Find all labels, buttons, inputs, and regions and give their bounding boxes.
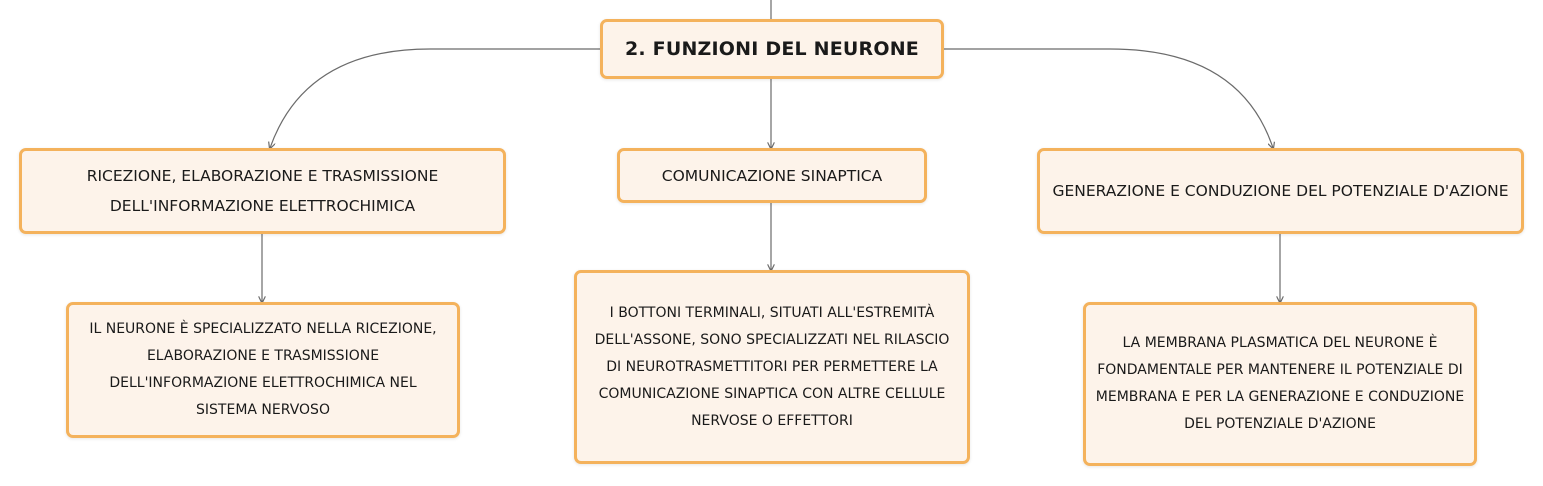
connector-root-branch-3 — [943, 49, 1273, 148]
connector-root-branch-1 — [270, 49, 600, 148]
detail-topic-synaptic[interactable] — [574, 270, 970, 464]
root-topic-label: 2. FUNZIONI DEL NEURONE — [625, 38, 919, 60]
branch-topic-reception[interactable] — [19, 148, 506, 234]
branch-topic-reception-label: RICEZIONE, ELABORAZIONE E TRASMISSIONE DELL'INFORMAZIONE ELETTROCHIMICA — [86, 167, 439, 215]
detail-topic-action-potential[interactable] — [1083, 302, 1477, 466]
detail-topic-action-potential-text: LA MEMBRANA PLASMATICA DEL NEURONE È FONDAMENTALE PER MANTENERE IL POTENZIALE DI MEMBRANA E PER LA GENERAZIONE E CONDUZIONE DEL POTENZIALE D'AZIONE — [1095, 335, 1465, 432]
detail-topic-synaptic-text: I BOTTONI TERMINALI, SITUATI ALL'ESTREMITÀ DELL'ASSONE, SONO SPECIALIZZATI NEL RILASCIO DI NEUROTRASMETTITORI PER PERMETTERE LA COMUNICAZIONE SINAPTICA CON ALTRE CELLULE NERVOSE O EFFETTORI — [594, 304, 950, 429]
root-topic[interactable] — [600, 19, 944, 79]
detail-topic-reception[interactable] — [66, 302, 460, 438]
branch-topic-synaptic-label: COMUNICAZIONE SINAPTICA — [661, 166, 883, 185]
branch-topic-action-potential[interactable] — [1037, 148, 1524, 234]
branch-topic-synaptic[interactable] — [617, 148, 927, 203]
branch-topic-action-potential-label: GENERAZIONE E CONDUZIONE DEL POTENZIALE D'AZIONE — [1052, 182, 1509, 200]
detail-topic-reception-text: IL NEURONE È SPECIALIZZATO NELLA RICEZIONE, ELABORAZIONE E TRASMISSIONE DELL'INFORMAZIONE ELETTROCHIMICA NEL SISTEMA NERVOSO — [89, 321, 437, 418]
